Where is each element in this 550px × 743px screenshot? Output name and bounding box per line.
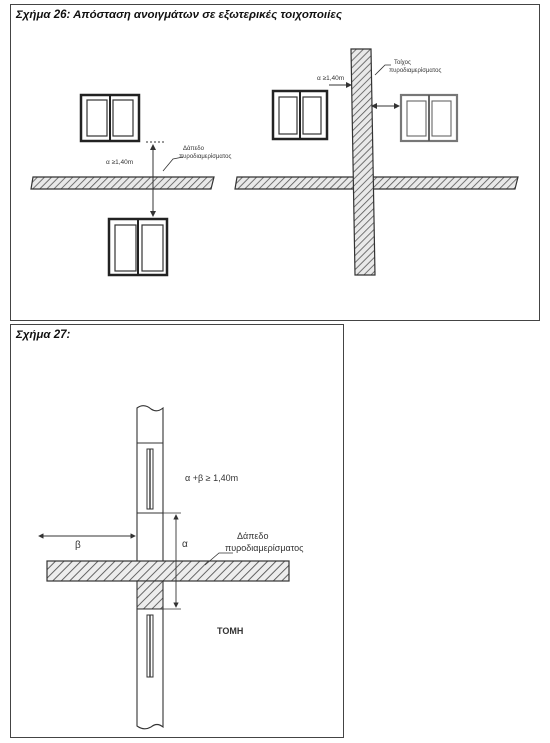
formula-label: α +β ≥ 1,40m xyxy=(185,473,239,483)
right-vertical-wall xyxy=(351,49,375,275)
figure-26-drawing xyxy=(11,5,541,322)
right-wall-label-line2: πυροδιαμερίσματος xyxy=(389,68,442,74)
alpha-label: α xyxy=(182,539,188,550)
floor-slab xyxy=(47,561,289,581)
figure-26-title: Σχήμα 26: Απόσταση ανοιγμάτων σε εξωτερικές τοιχοποιίες xyxy=(16,9,342,21)
beta-label: β xyxy=(75,540,81,551)
left-upper-window xyxy=(81,95,139,141)
left-floor-label-line1: Δάπεδο xyxy=(183,146,204,152)
right-wall-label-line1: Τοίχος xyxy=(394,60,411,66)
left-floor-label-line2: πυροδιαμερίσματος xyxy=(179,154,232,160)
right-dimension-label: α ≥1,40m xyxy=(317,75,345,82)
right-floor-slab xyxy=(235,177,518,189)
left-dimension-label: α ≥1,40m xyxy=(106,159,134,166)
figure-26-panel xyxy=(10,4,540,321)
figure-27-drawing xyxy=(11,325,345,739)
right-left-window xyxy=(273,91,327,139)
figure-27-title: Σχήμα 27: xyxy=(16,329,71,341)
section-label: ΤΟΜΗ xyxy=(217,626,244,636)
figure-27-panel xyxy=(10,324,344,738)
floor-label-line1: Δάπεδο xyxy=(237,531,269,541)
left-lower-window xyxy=(109,219,167,275)
lower-window-section xyxy=(147,615,153,677)
left-floor-slab xyxy=(31,177,214,189)
upper-window-section xyxy=(147,449,153,509)
right-right-window xyxy=(401,95,457,141)
floor-label-line2: πυροδιαμερίσματος xyxy=(225,543,304,553)
